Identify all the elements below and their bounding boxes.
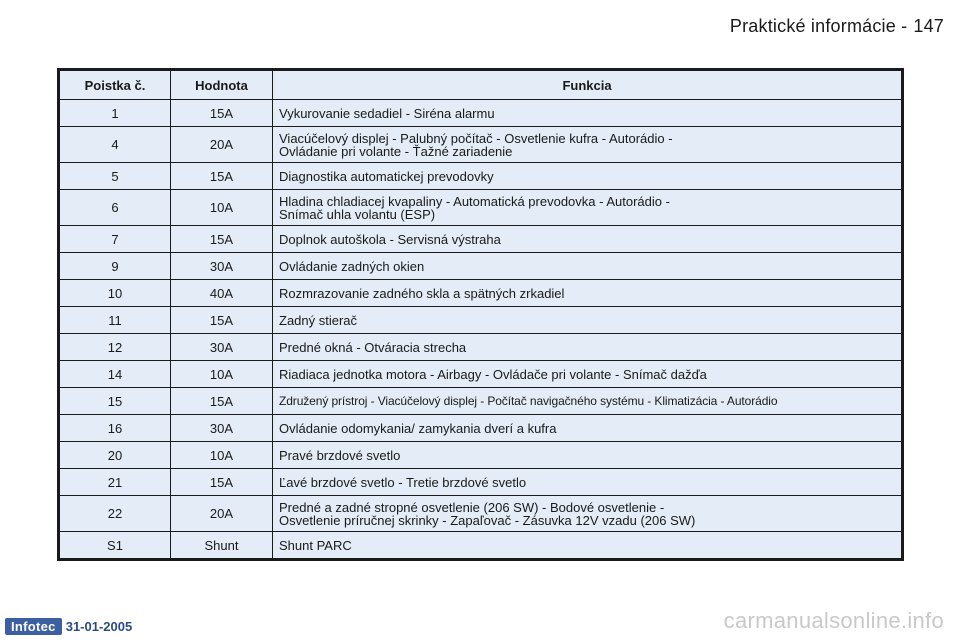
fuse-value-cell: Shunt xyxy=(171,532,273,559)
fuse-number-cell: 10 xyxy=(60,280,171,307)
fuse-value-cell: 15A xyxy=(171,307,273,334)
function-text-line: Riadiaca jednotka motora - Airbagy - Ovládače pri volante - Snímač dažďa xyxy=(279,366,707,382)
fuse-function-cell xyxy=(273,334,902,361)
function-text-line: Zadný stierač xyxy=(279,312,358,328)
function-text-line: Viacúčelový displej - Palubný počítač - Osvetlenie kufra - Autorádio - xyxy=(279,130,673,146)
page-number: 147 xyxy=(913,16,944,36)
fuse-number-cell: 1 xyxy=(60,100,171,127)
fuse-value-cell: 15A xyxy=(171,163,273,190)
table-row xyxy=(60,100,902,127)
fuse-table-container xyxy=(57,68,904,561)
column-header-fuse: Poistka č. xyxy=(60,71,171,100)
fuse-value-cell: 30A xyxy=(171,334,273,361)
function-text-line: Rozmrazovanie zadného skla a spätných zrkadiel xyxy=(279,285,565,301)
fuse-number-cell: 22 xyxy=(60,496,171,532)
fuse-value-cell: 20A xyxy=(171,127,273,163)
table-row xyxy=(60,190,902,226)
fuse-value-cell: 15A xyxy=(171,226,273,253)
table-row xyxy=(60,361,902,388)
fuse-value-cell: 10A xyxy=(171,361,273,388)
fuse-function-cell xyxy=(273,388,902,415)
fuse-function-cell xyxy=(273,253,902,280)
fuse-function-cell xyxy=(273,307,902,334)
function-text-line: Shunt PARC xyxy=(279,537,352,553)
fuse-number-cell: 21 xyxy=(60,469,171,496)
function-text-line: Predné okná - Otváracia strecha xyxy=(279,339,467,355)
fuse-function-cell xyxy=(273,127,902,163)
fuse-function-cell xyxy=(273,163,902,190)
function-text-line: Osvetlenie príručnej skrinky - Zapaľovač - Zásuvka 12V vzadu (206 SW) xyxy=(279,512,696,528)
function-text-line: Ovládanie zadných okien xyxy=(279,258,425,274)
function-text-line: Ovládanie odomykania/ zamykania dverí a kufra xyxy=(279,420,557,436)
fuse-number-cell: 20 xyxy=(60,442,171,469)
table-row xyxy=(60,127,902,163)
fuse-function-cell xyxy=(273,100,902,127)
column-header-value: Hodnota xyxy=(171,71,273,100)
fuse-function-cell xyxy=(273,496,902,532)
table-row xyxy=(60,442,902,469)
fuse-number-cell: 5 xyxy=(60,163,171,190)
function-text-line: Snímač uhla volantu (ESP) xyxy=(279,206,436,222)
fuse-number-cell: 15 xyxy=(60,388,171,415)
table-row xyxy=(60,307,902,334)
fuse-function-cell xyxy=(273,226,902,253)
fuse-value-cell: 15A xyxy=(171,388,273,415)
table-row xyxy=(60,253,902,280)
fuse-value-cell: 40A xyxy=(171,280,273,307)
fuse-value-cell: 15A xyxy=(171,100,273,127)
page-header xyxy=(730,16,944,37)
fuse-function-cell xyxy=(273,469,902,496)
footer-brand xyxy=(5,618,132,635)
table-header-row xyxy=(60,71,902,100)
fuse-number-cell: 7 xyxy=(60,226,171,253)
table-row xyxy=(60,415,902,442)
publication-date: 31-01-2005 xyxy=(65,619,133,634)
table-row xyxy=(60,388,902,415)
column-header-function: Funkcia xyxy=(273,71,902,100)
table-row xyxy=(60,496,902,532)
function-text-line: Hladina chladiacej kvapaliny - Automatická prevodovka - Autorádio - xyxy=(279,193,670,209)
infotec-logo: Infotec xyxy=(5,618,62,635)
fuse-function-cell xyxy=(273,532,902,559)
fuse-number-cell: 11 xyxy=(60,307,171,334)
page-title: Praktické informácie - xyxy=(729,16,908,36)
table-row xyxy=(60,469,902,496)
fuse-number-cell: 6 xyxy=(60,190,171,226)
function-text-line: Diagnostika automatickej prevodovky xyxy=(279,168,494,184)
fuse-function-cell xyxy=(273,361,902,388)
fuse-number-cell: 9 xyxy=(60,253,171,280)
table-body xyxy=(60,100,902,559)
function-text-line: Ľavé brzdové svetlo - Tretie brzdové svetlo xyxy=(279,474,527,490)
fuse-number-cell: 16 xyxy=(60,415,171,442)
fuse-value-cell: 30A xyxy=(171,415,273,442)
function-text-line: Doplnok autoškola - Servisná výstraha xyxy=(279,231,501,247)
table-row xyxy=(60,334,902,361)
table-row xyxy=(60,280,902,307)
fuse-value-cell: 30A xyxy=(171,253,273,280)
function-text-line: Združený prístroj - Viacúčelový displej - Počítač navigačného systému - Klimatizácia - Autorádio xyxy=(279,393,778,408)
table-row xyxy=(60,532,902,559)
fuse-number-cell: 14 xyxy=(60,361,171,388)
fuse-value-cell: 10A xyxy=(171,190,273,226)
function-text-line: Pravé brzdové svetlo xyxy=(279,447,401,463)
fuse-number-cell: 12 xyxy=(60,334,171,361)
fuse-number-cell: 4 xyxy=(60,127,171,163)
fuse-number-cell: S1 xyxy=(60,532,171,559)
fuse-function-cell xyxy=(273,280,902,307)
fuse-function-cell xyxy=(273,415,902,442)
fuse-value-cell: 20A xyxy=(171,496,273,532)
fuse-function-cell xyxy=(273,190,902,226)
function-text-line: Predné a zadné stropné osvetlenie (206 SW) - Bodové osvetlenie - xyxy=(279,499,665,515)
function-text-line: Ovládanie pri volante - Ťažné zariadenie xyxy=(279,143,513,159)
table-row xyxy=(60,226,902,253)
fuse-value-cell: 10A xyxy=(171,442,273,469)
function-text-line: Vykurovanie sedadiel - Siréna alarmu xyxy=(279,105,495,121)
fuse-table xyxy=(59,70,902,559)
fuse-value-cell: 15A xyxy=(171,469,273,496)
table-row xyxy=(60,163,902,190)
site-watermark: carmanualsonline.info xyxy=(723,608,944,633)
fuse-function-cell xyxy=(273,442,902,469)
